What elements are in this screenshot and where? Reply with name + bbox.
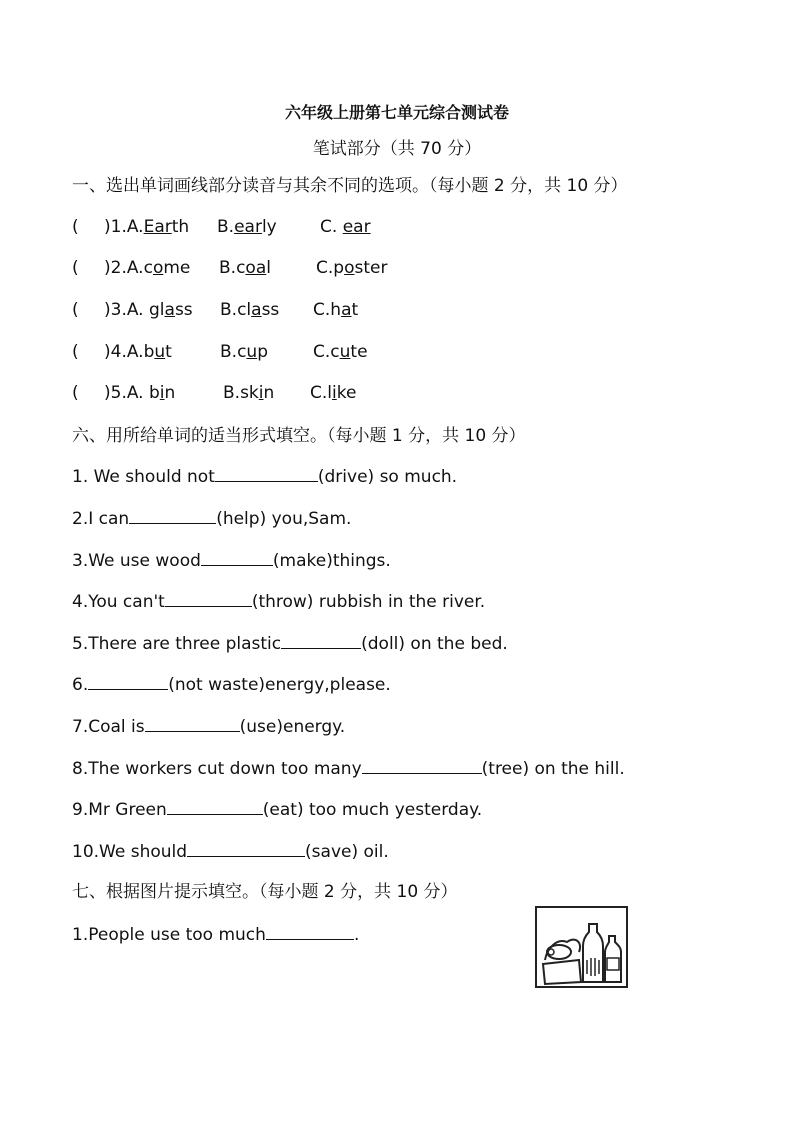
answer-blank[interactable] <box>281 632 361 649</box>
section1-heading: 一、选出单词画线部分读音与其余不同的选项。（每小题 2 分，共 10 分） <box>72 176 628 196</box>
fill-item-10: 10.We should (save) oil. <box>72 842 389 862</box>
answer-blank[interactable] <box>362 757 482 774</box>
answer-blank[interactable] <box>145 715 240 732</box>
section6-heading: 六、用所给单词的适当形式填空。（每小题 1 分，共 10 分） <box>72 426 526 446</box>
page-title: 六年级上册第七单元综合测试卷 <box>284 103 509 122</box>
mc-option-b: B.skin <box>223 383 275 403</box>
mc-option-a: )4.A.but <box>104 342 172 362</box>
exam-page: 六年级上册第七单元综合测试卷 笔试部分（共 70 分） 一、选出单词画线部分读音与其余不同的选项。（每小题 2 分，共 10 分） ( )1.A.Earth B.early C. ear ( )2.A.come B.coal C.poster ( )3.A. glass B.class C.hat ( )4.A.but B.cup C.cute ( )5.A. bin B.skin C.like 六、用所给单词的适当形式填空。（每小题 1 分，共 10 分） 1. We should not (drive) so much. 2.I can (help) you,Sam. 3.We use wood (make)things. 4.You can't (throw) rubbish in the river. 5.There are three plastic (doll) on the bed. 6. (not waste)energy,please. 7.Coal is (use)energy. 8.The workers cut down too many (tree) on the hill. 9.Mr Green (eat) too much yesterday. 10.We should (save) oil. 七、根据图片提示填空。（每小题 2 分，共 10 分） 1.People use too much . <box>0 0 794 1123</box>
answer-blank[interactable] <box>88 673 168 690</box>
plastic-bags-and-bottles-icon <box>535 906 628 988</box>
mc-option-b: B.class <box>220 300 280 320</box>
fill-item-6: 6. (not waste)energy,please. <box>72 675 391 695</box>
mc-option-c: C.poster <box>316 258 388 278</box>
mc-option-b: B.cup <box>220 342 268 362</box>
fill-item-7: 7.Coal is (use)energy. <box>72 717 346 737</box>
mc-option-c: C. ear <box>320 217 371 237</box>
fill-item-4: 4.You can't (throw) rubbish in the river. <box>72 592 486 612</box>
answer-blank[interactable] <box>201 549 273 566</box>
mc-option-a: )5.A. bin <box>104 383 176 403</box>
mc-option-c: C.like <box>310 383 357 403</box>
answer-blank[interactable] <box>187 840 305 857</box>
plastic-items-drawing <box>537 908 626 986</box>
fill-item-3: 3.We use wood (make)things. <box>72 551 391 571</box>
picture-item-1: 1.People use too much . <box>72 925 360 945</box>
answer-blank[interactable] <box>167 798 263 815</box>
mc-option-c: C.hat <box>313 300 359 320</box>
fill-item-9: 9.Mr Green (eat) too much yesterday. <box>72 800 483 820</box>
mc-option-a: )1.A.Earth <box>104 217 190 237</box>
fill-item-1: 1. We should not (drive) so much. <box>72 467 458 487</box>
page-subtitle: 笔试部分（共 70 分） <box>312 139 482 159</box>
answer-blank[interactable] <box>129 507 216 524</box>
fill-item-2: 2.I can (help) you,Sam. <box>72 509 352 529</box>
answer-blank[interactable] <box>266 923 354 940</box>
fill-item-8: 8.The workers cut down too many (tree) on the hill. <box>72 759 625 779</box>
mc-option-b: B.coal <box>219 258 271 278</box>
mc-option-a: )3.A. glass <box>104 300 193 320</box>
answer-blank[interactable] <box>165 590 252 607</box>
mc-option-c: C.cute <box>313 342 368 362</box>
section7-heading: 七、根据图片提示填空。（每小题 2 分，共 10 分） <box>72 882 458 902</box>
mc-option-a: )2.A.come <box>104 258 191 278</box>
answer-blank[interactable] <box>215 465 318 482</box>
fill-item-5: 5.There are three plastic (doll) on the bed. <box>72 634 508 654</box>
mc-option-b: B.early <box>217 217 277 237</box>
